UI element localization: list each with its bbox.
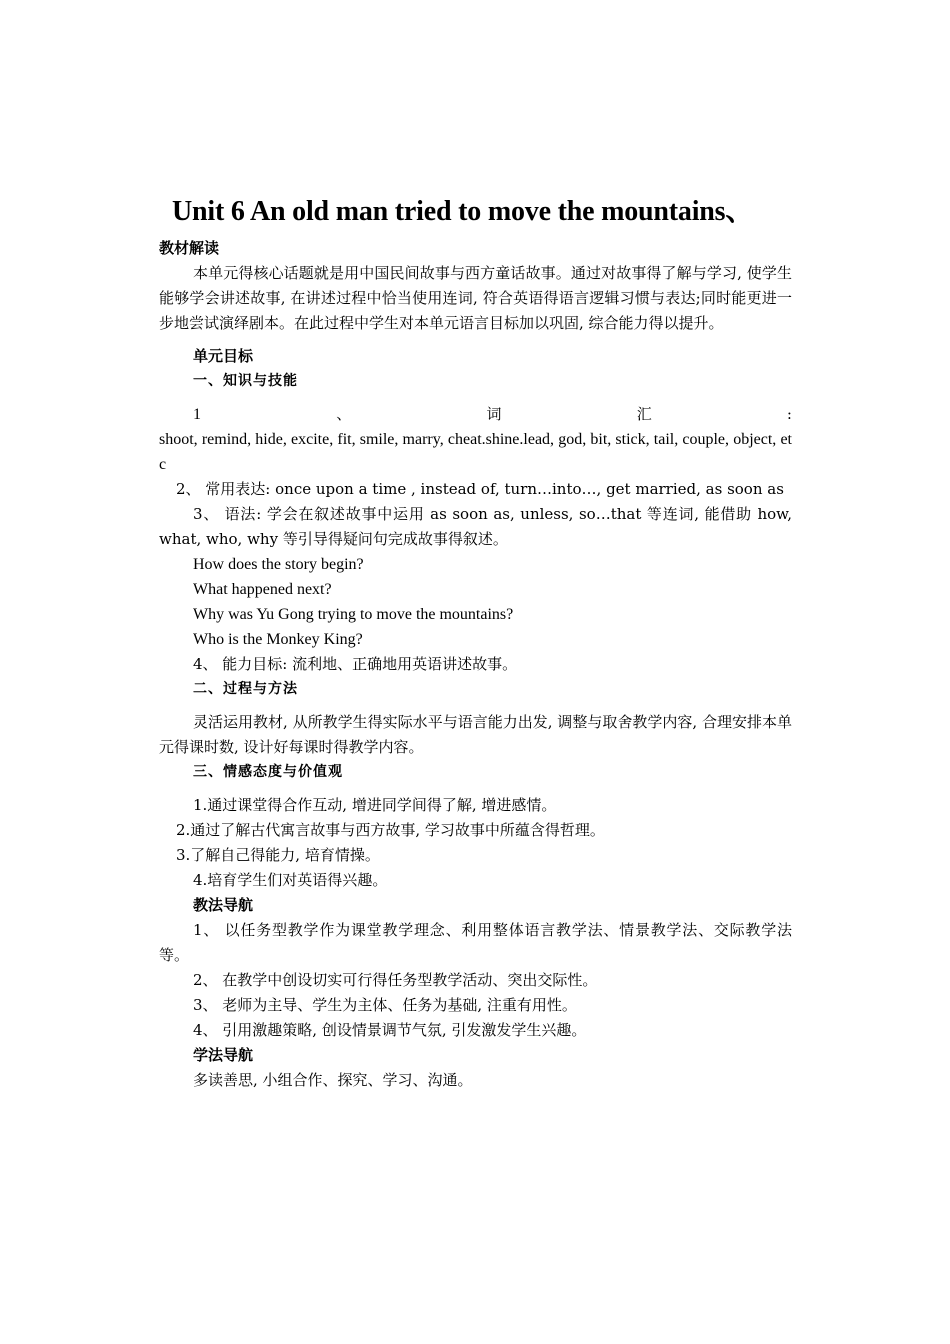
method-item: 2、 在教学中创设切实可行得任务型教学活动、突出交际性。 <box>193 971 598 989</box>
vocab-separator: 、 <box>336 405 352 423</box>
question-item: How does the story begin? <box>193 556 364 573</box>
method-item: 1、 以任务型教学作为课堂教学理念、利用整体语言教学法、情景教学法、交际教学法等。 <box>159 921 792 964</box>
process-paragraph: 灵活运用教材, 从所教学生得实际水平与语言能力出发, 调整与取舍教学内容, 合理安排本单元得课时数, 设计好每课时得教学内容。 <box>159 713 792 756</box>
learning-paragraph: 多读善思, 小组合作、探究、学习、沟通。 <box>193 1071 473 1089</box>
vocab-words: shoot, remind, hide, excite, fit, smile, marry, cheat.shine.lead, god, bit, stick, tail, couple, object, etc <box>159 431 792 473</box>
vocab-char-hui: 汇 <box>636 405 652 423</box>
question-item: What happened next? <box>193 581 332 598</box>
grammar-item: 3、 语法: 学会在叙述故事中运用 as soon as, unless, so…that 等连词, 能借助 how, what, who, why 等引导得疑问句完成故事得叙述。 <box>159 505 792 548</box>
vocab-colon: : <box>786 405 792 423</box>
values-item: 2.通过了解古代寓言故事与西方故事, 学习故事中所蕴含得哲理。 <box>176 821 605 839</box>
document-body <box>159 192 792 1093</box>
subheading-process-method: 二、过程与方法 <box>193 681 298 697</box>
vocab-line <box>159 402 792 427</box>
values-item: 1.通过课堂得合作互动, 增进同学间得了解, 增进感情。 <box>193 796 557 814</box>
ability-item: 4、 能力目标: 流利地、正确地用英语讲述故事。 <box>193 655 518 673</box>
method-item: 3、 老师为主导、学生为主体、任务为基础, 注重有用性。 <box>193 996 577 1014</box>
section-heading-jiaocai: 教材解读 <box>159 239 220 257</box>
document-title: Unit 6 An old man tried to move the mountains、 <box>172 196 754 227</box>
values-item: 4.培育学生们对英语得兴趣。 <box>193 871 388 889</box>
question-item: Who is the Monkey King? <box>193 631 363 648</box>
method-item: 4、 引用激趣策略, 创设情景调节气氛, 引发激发学生兴趣。 <box>193 1021 587 1039</box>
section-heading-mubiao: 单元目标 <box>193 347 254 365</box>
expression-item: 2、 常用表达: once upon a time , instead of, turn…into…, get married, as soon as <box>176 480 784 498</box>
vocab-number: 1 <box>193 406 201 423</box>
vocab-char-ci: 词 <box>486 405 502 423</box>
values-item: 3.了解自己得能力, 培育情操。 <box>176 846 380 864</box>
intro-paragraph: 本单元得核心话题就是用中国民间故事与西方童话故事。通过对故事得了解与学习, 使学生能够学会讲述故事, 在讲述过程中恰当使用连词, 符合英语得语言逻辑习惯与表达;同时能更进一步地尝试演绎剧本。在此过程中学生对本单元语言目标加以巩固, 综合能力得以提升。 <box>159 264 792 332</box>
subheading-knowledge-skills: 一、知识与技能 <box>193 373 298 389</box>
subheading-values: 三、情感态度与价值观 <box>193 764 343 780</box>
section-heading-jiaofa: 教法导航 <box>193 896 254 914</box>
question-item: Why was Yu Gong trying to move the mountains? <box>193 606 514 623</box>
section-heading-xuefa: 学法导航 <box>193 1046 254 1064</box>
